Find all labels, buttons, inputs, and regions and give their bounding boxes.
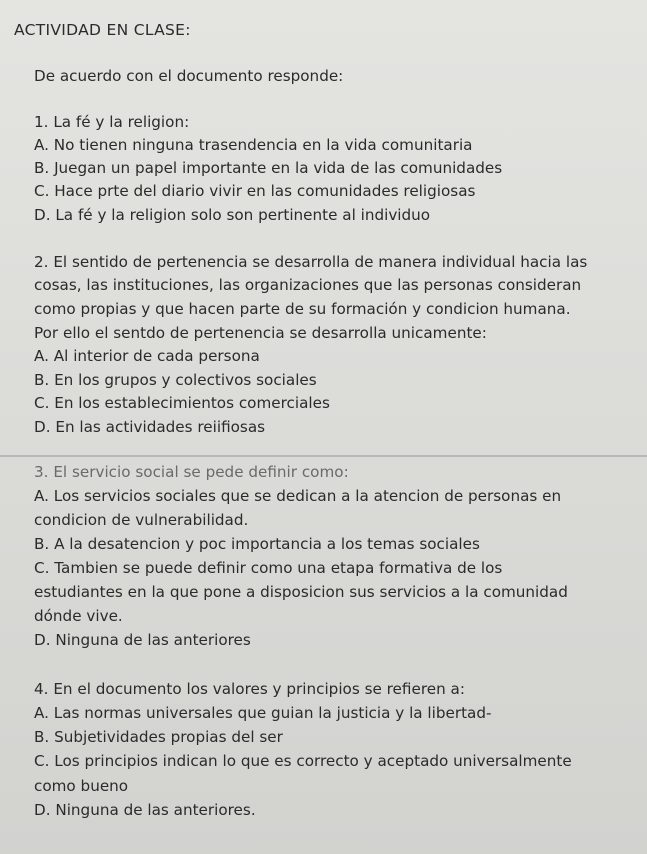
q3-option-d: D. Ninguna de las anteriores [34, 631, 251, 649]
q1-option-d: D. La fé y la religion solo son pertinente al individuo [34, 206, 431, 224]
question-2-line-4: Por ello el sentdo de pertenencia se desarrolla unicamente: [34, 324, 487, 342]
q3-option-c-line-1: C. Tambien se puede definir como una etapa formativa de los [34, 559, 503, 577]
q4-option-c-line-1: C. Los principios indican lo que es correcto y aceptado universalmente [34, 752, 572, 770]
q3-option-a-line-1: A. Los servicios sociales que se dedican a la atencion de personas en [34, 487, 562, 505]
q1-option-a: A. No tienen ninguna trasendencia en la vida comunitaria [34, 136, 473, 154]
q3-option-c-line-2: estudiantes en la que pone a disposicion sus servicios a la comunidad [34, 583, 568, 601]
q2-option-b: B. En los grupos y colectivos sociales [34, 371, 317, 389]
question-2-line-1: 2. El sentido de pertenencia se desarrolla de manera individual hacia las [34, 253, 588, 271]
q4-option-d: D. Ninguna de las anteriores. [34, 801, 256, 819]
q1-option-b: B. Juegan un papel importante en la vida de las comunidades [34, 159, 503, 177]
q3-option-c-line-3: dónde vive. [34, 607, 123, 625]
q2-option-a: A. Al interior de cada persona [34, 347, 260, 365]
q4-option-b: B. Subjetividades propias del ser [34, 728, 283, 746]
q3-option-b: B. A la desatencion y poc importancia a los temas sociales [34, 535, 480, 553]
instruction-text: De acuerdo con el documento responde: [34, 67, 344, 85]
q4-option-c-line-2: como bueno [34, 777, 129, 795]
q4-option-a: A. Las normas universales que guian la justicia y la libertad- [34, 704, 492, 722]
q3-option-a-line-2: condicion de vulnerabilidad. [34, 511, 249, 529]
page-title: ACTIVIDAD EN CLASE: [14, 21, 191, 39]
q1-option-c: C. Hace prte del diario vivir en las comunidades religiosas [34, 182, 476, 200]
question-4: 4. En el documento los valores y principios se refieren a: [34, 680, 465, 698]
question-2-line-2: cosas, las instituciones, las organizaciones que las personas consideran [34, 276, 582, 294]
question-2-line-3: como propias y que hacen parte de su formación y condicion humana. [34, 300, 571, 318]
q2-option-d: D. En las actividades reiifiosas [34, 418, 266, 436]
question-3: 3. El servicio social se pede definir como: [34, 463, 349, 481]
question-1: 1. La fé y la religion: [34, 113, 190, 131]
q2-option-c: C. En los establecimientos comerciales [34, 394, 330, 412]
paper-fold-line [0, 455, 647, 457]
